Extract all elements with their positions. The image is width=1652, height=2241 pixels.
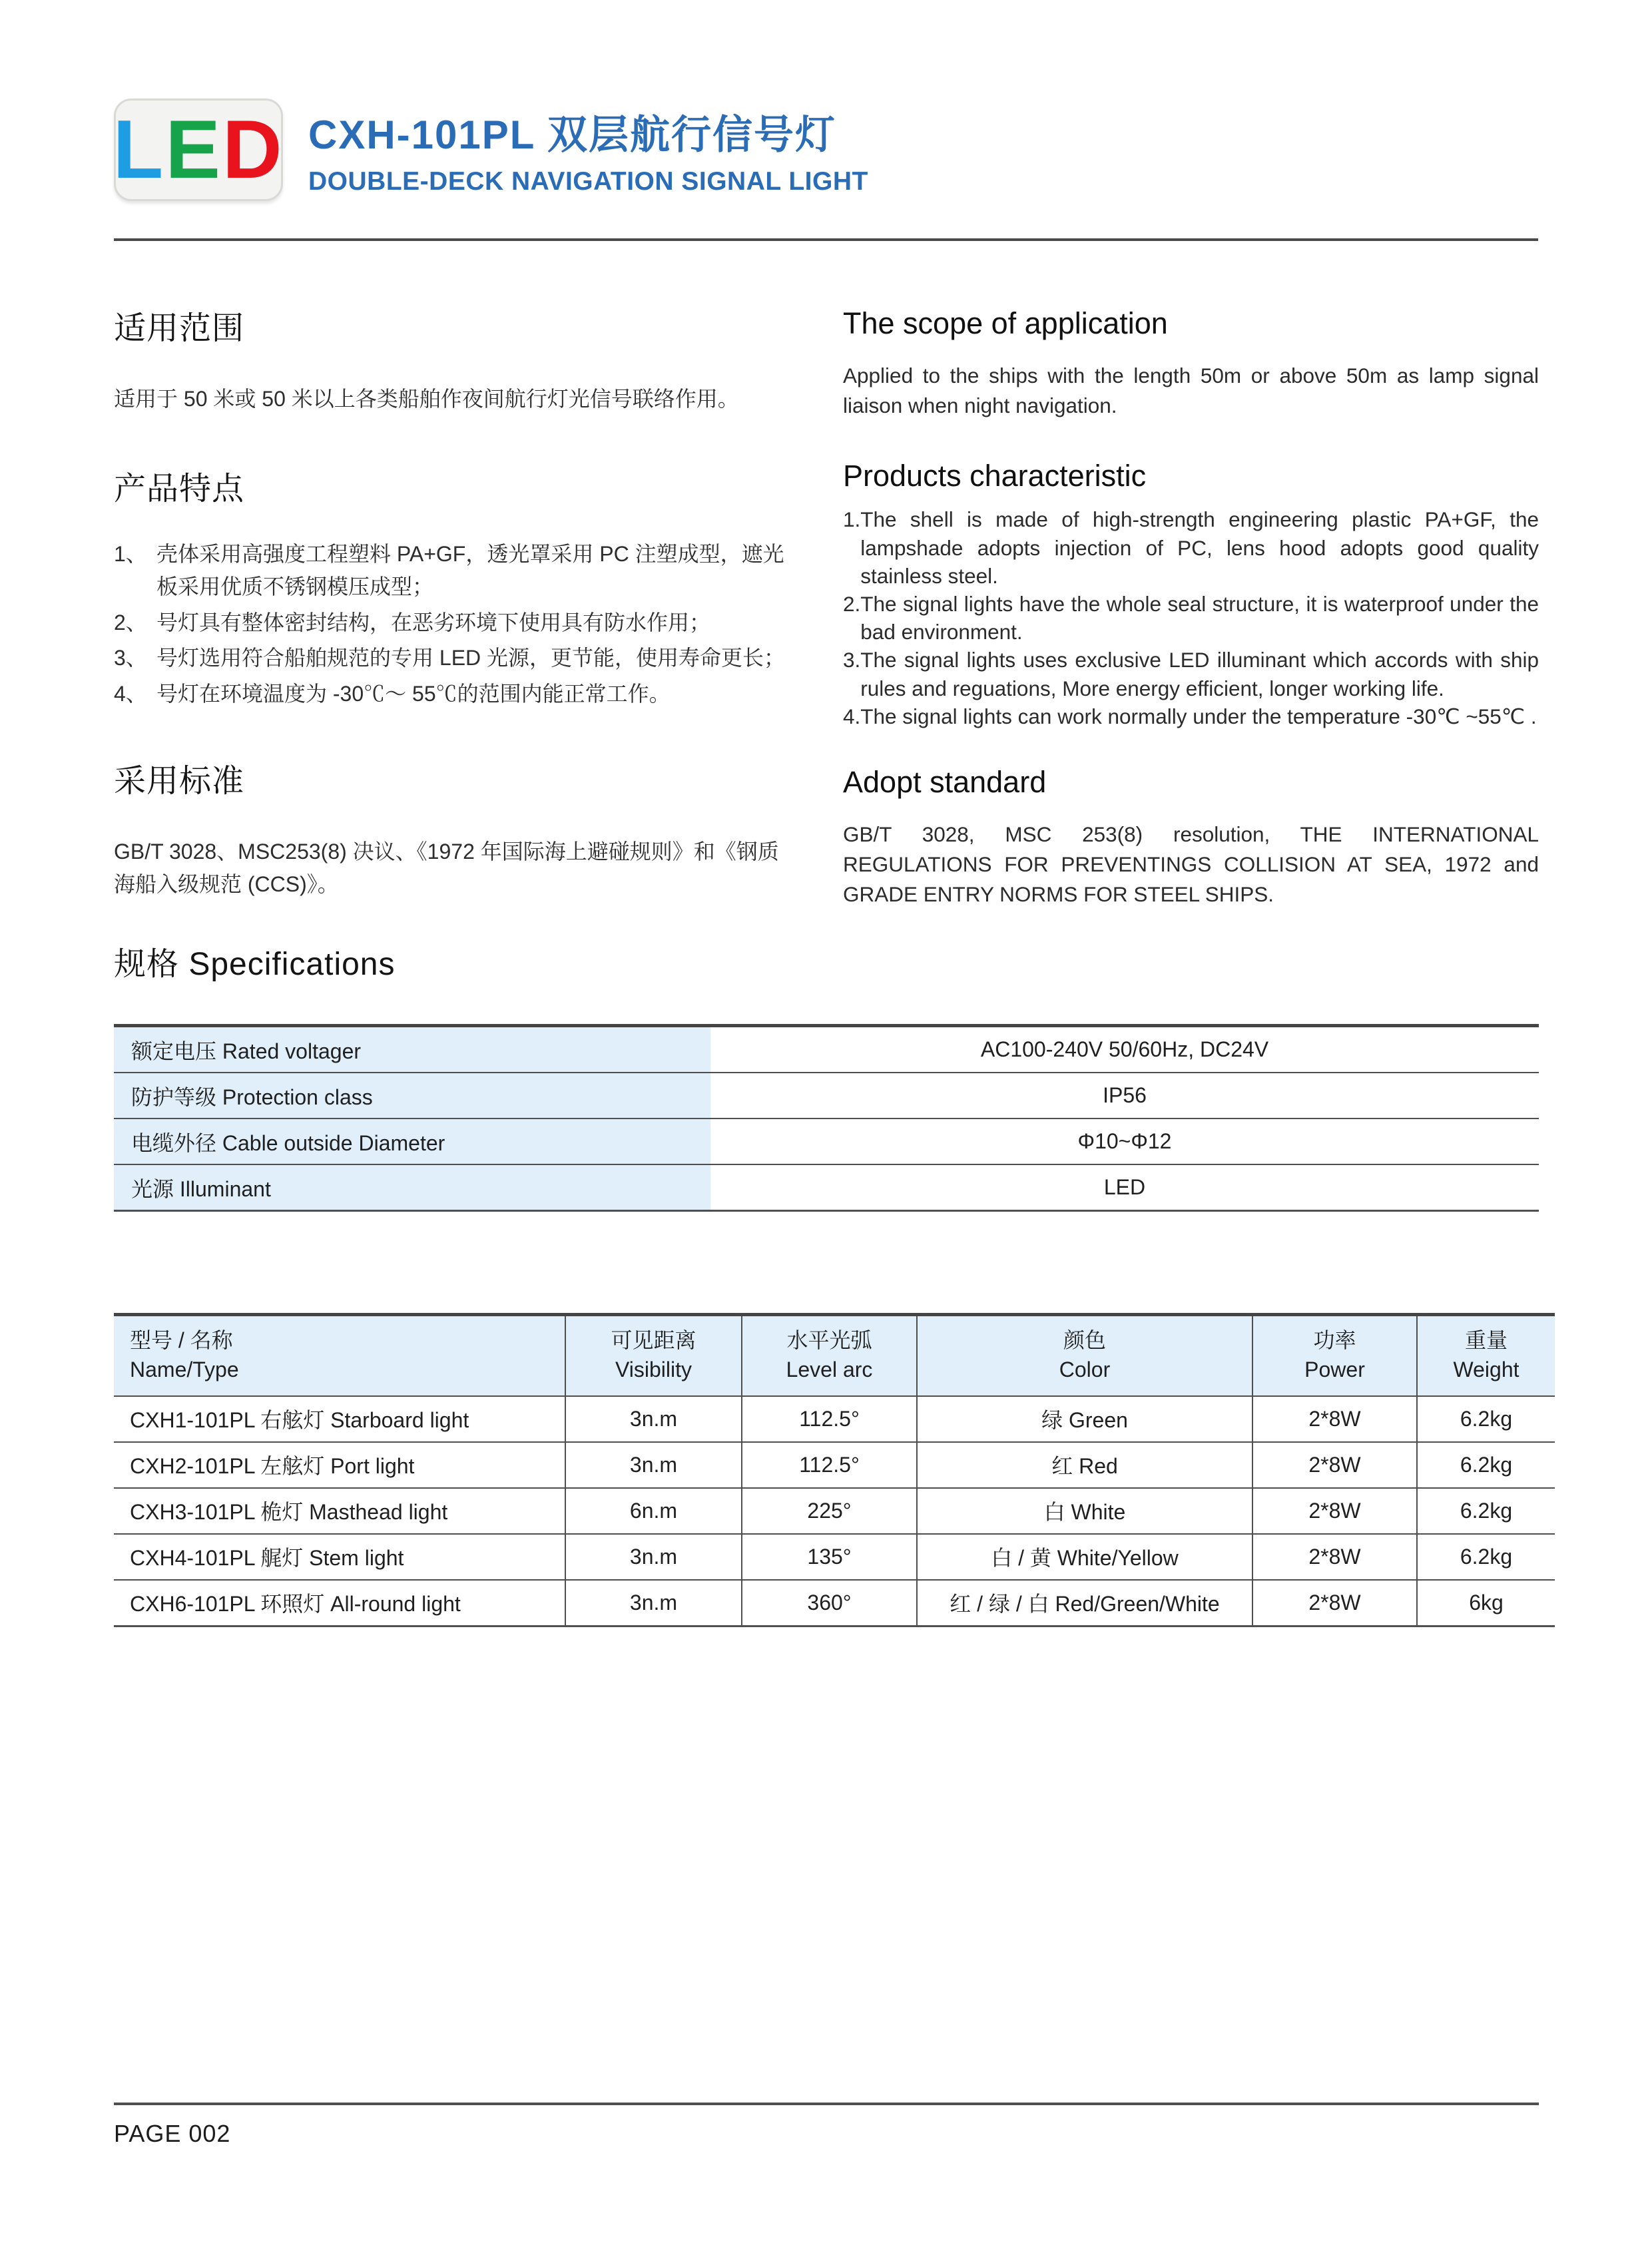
column-header-cn: 重量 [1464,1328,1508,1353]
cell-level-arc: 112.5° [742,1442,917,1488]
cell-visibility: 3n.m [565,1534,742,1580]
column-header-en: Visibility [615,1358,692,1382]
english-column [843,302,1539,909]
spec-value: IP56 [710,1073,1539,1119]
features-list-cn [114,538,786,711]
list-item [114,607,786,640]
column-header-name [114,1315,565,1396]
features-list-en [843,505,1539,730]
column-header-level-arc [742,1315,917,1396]
logo-letter-e: E [165,104,222,196]
column-header-en: Weight [1453,1358,1519,1382]
cell-color: 绿 Green [917,1396,1252,1442]
footer-divider [114,2103,1539,2105]
page-title: CXH-101PL 双层航行信号灯 [308,113,837,157]
cell-color: 红 / 绿 / 白 Red/Green/White [917,1580,1252,1626]
section-heading-features-en: Products characteristic [843,459,1147,493]
list-item [843,505,1539,590]
cell-level-arc: 360° [742,1580,917,1626]
spec-value: LED [710,1164,1539,1211]
column-header-visibility [565,1315,742,1396]
cell-level-arc: 112.5° [742,1396,917,1442]
cell-name: CXH6-101PL 环照灯 All-round light [114,1580,565,1626]
table-row [114,1580,1555,1626]
list-number: 3. [843,648,861,672]
list-text: The shell is made of high-strength engineering plastic PA+GF, the lampshade adopts injection of PC, lens hood adopts good quality stainless steel. [860,507,1539,588]
cell-power: 2*8W [1252,1488,1417,1534]
cell-name: CXH1-101PL 右舷灯 Starboard light [114,1396,565,1442]
table-row [114,1396,1555,1442]
section-heading-standard-en: Adopt standard [843,765,1047,800]
table-row [114,1442,1555,1488]
page-subtitle: DOUBLE-DECK NAVIGATION SIGNAL LIGHT [308,167,868,196]
cell-color: 白 White [917,1488,1252,1534]
list-text: The signal lights uses exclusive LED illuminant which accords with ship rules and reguations, More energy efficient, longer working life. [860,648,1539,700]
cell-name: CXH3-101PL 桅灯 Masthead light [114,1488,565,1534]
list-item [843,646,1539,702]
column-header-cn: 型号 / 名称 [130,1328,233,1353]
cell-visibility: 3n.m [565,1580,742,1626]
cell-power: 2*8W [1252,1442,1417,1488]
logo-letter-d: D [222,104,284,196]
cell-visibility: 3n.m [565,1396,742,1442]
cell-visibility: 6n.m [565,1488,742,1534]
chinese-column [114,302,786,909]
list-number: 1、 [114,541,147,566]
list-text: 号灯选用符合船舶规范的专用 LED 光源，更节能，使用寿命更长； [156,646,786,670]
cell-power: 2*8W [1252,1396,1417,1442]
logo-letter-l: L [113,104,166,196]
cell-name: CXH2-101PL 左舷灯 Port light [114,1442,565,1488]
page-header [114,0,1538,201]
list-number: 1. [843,507,861,532]
standard-body-cn: GB/T 3028、MSC253(8) 决议、《1972 年国际海上避碰规则》和《钢质海船入级规范 (CCS)》。 [114,839,779,897]
cell-weight: 6.2kg [1417,1442,1555,1488]
section-heading-standard-cn: 采用标准 [114,763,245,799]
cell-visibility: 3n.m [565,1442,742,1488]
list-text: 壳体采用高强度工程塑料 PA+GF，透光罩采用 PC 注塑成型，遮光板采用优质不锈钢模压成型； [156,541,784,599]
list-item [843,590,1539,646]
model-table [114,1313,1555,1626]
cell-level-arc: 225° [742,1488,917,1534]
led-logo [114,99,283,201]
list-text: 号灯在环境温度为 -30℃～ 55℃的范围内能正常工作。 [156,681,671,706]
list-number: 4、 [114,681,147,706]
list-text: The signal lights have the whole seal structure, it is waterproof under the bad environment. [860,592,1539,644]
spec-table [114,1024,1539,1212]
column-header-power [1252,1315,1417,1396]
section-heading-features-cn: 产品特点 [114,471,245,507]
cell-power: 2*8W [1252,1534,1417,1580]
standard-body-en: GB/T 3028, MSC 253(8) resolution, THE INTERNATIONAL REGULATIONS FOR PREVENTINGS COLLISION AT SEA, 1972 and GRADE ENTRY NORMS FOR STEEL SHIPS. [843,822,1539,906]
column-header-en: Color [1059,1358,1111,1382]
table-row [114,1534,1555,1580]
list-number: 2. [843,592,861,617]
list-item [114,538,786,604]
spec-label: 额定电压 Rated voltager [114,1026,710,1073]
header-divider [114,238,1538,241]
cell-weight: 6.2kg [1417,1488,1555,1534]
spec-value: AC100-240V 50/60Hz, DC24V [710,1026,1539,1073]
cell-color: 白 / 黄 White/Yellow [917,1534,1252,1580]
column-header-cn: 颜色 [1063,1328,1106,1353]
specifications-heading: 规格 Specifications [114,947,396,983]
column-header-cn: 功率 [1313,1328,1356,1353]
cell-weight: 6kg [1417,1580,1555,1626]
list-text: 号灯具有整体密封结构，在恶劣环境下使用具有防水作用； [156,610,711,634]
table-row [114,1119,1539,1164]
list-number: 4. [843,704,861,728]
spec-label: 光源 Illuminant [114,1164,710,1211]
scope-body-cn: 适用于 50 米或 50 米以上各类船舶作夜间航行灯光信号联络作用。 [114,387,739,411]
column-header-en: Level arc [786,1358,873,1382]
cell-level-arc: 135° [742,1534,917,1580]
list-item [114,678,786,711]
column-header-en: Name/Type [130,1358,239,1382]
scope-body-en: Applied to the ships with the length 50m or above 50m as lamp signal liaison when night navigation. [843,364,1539,417]
spec-label: 防护等级 Protection class [114,1073,710,1119]
spec-value: Φ10~Φ12 [710,1119,1539,1164]
title-block [308,103,868,196]
spec-label: 电缆外径 Cable outside Diameter [114,1119,710,1164]
page-number: PAGE 002 [114,2120,231,2147]
list-item [843,702,1539,730]
table-row [114,1073,1539,1119]
column-header-cn: 可见距离 [611,1328,696,1353]
content-columns [114,302,1538,909]
cell-weight: 6.2kg [1417,1396,1555,1442]
column-header-en: Power [1304,1358,1365,1382]
column-header-weight [1417,1315,1555,1396]
table-header-row [114,1315,1555,1396]
table-row [114,1026,1539,1073]
cell-name: CXH4-101PL 艉灯 Stem light [114,1534,565,1580]
list-number: 3、 [114,646,147,670]
column-header-cn: 水平光弧 [786,1328,872,1353]
cell-color: 红 Red [917,1442,1252,1488]
list-text: The signal lights can work normally under the temperature -30℃ ~55℃ . [860,704,1537,728]
cell-power: 2*8W [1252,1580,1417,1626]
table-row [114,1488,1555,1534]
section-heading-scope-cn: 适用范围 [114,311,245,346]
section-heading-scope-en: The scope of application [843,306,1168,340]
list-number: 2、 [114,610,147,634]
cell-weight: 6.2kg [1417,1534,1555,1580]
table-row [114,1164,1539,1211]
column-header-color [917,1315,1252,1396]
list-item [114,642,786,675]
